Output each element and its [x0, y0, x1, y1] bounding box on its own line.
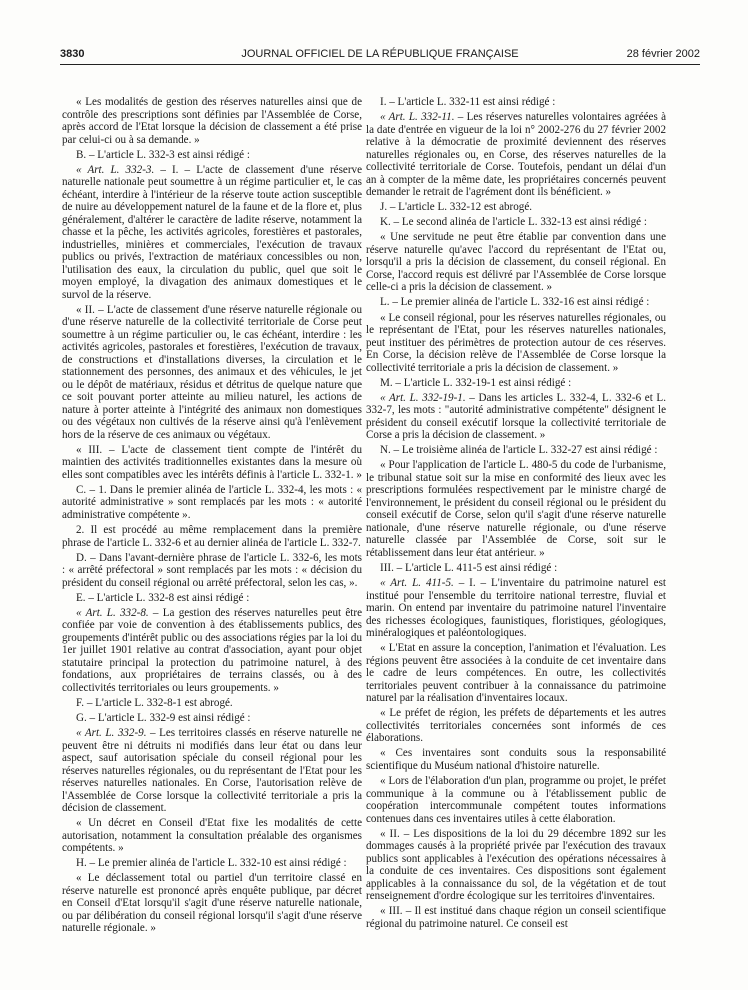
- paragraph: [62, 712, 362, 725]
- paragraph-text: 2. Il est procédé au même remplacement dans la première phrase de l'article L. 332-6 et au dernier alinéa de l'article L. 332-7.: [62, 524, 362, 549]
- paragraph: [366, 642, 666, 705]
- right-column: [366, 96, 666, 933]
- paragraph-text: « Les modalités de gestion des réserves naturelles ainsi que de contrôle des prescriptions sont définies par l'Assemblée de Corse, après accord de l'Etat lorsque la décision de classement a été prise par celui-ci ou à sa demande. »: [62, 96, 362, 146]
- paragraph: [62, 872, 362, 935]
- paragraph-text: K. – Le second alinéa de l'article L. 332-13 est ainsi rédigé :: [380, 216, 647, 229]
- paragraph: [366, 201, 666, 214]
- paragraph: [366, 905, 666, 930]
- paragraph-text: « III. – Il est institué dans chaque région un conseil scientifique régional du patrimoine naturel. Ce conseil est: [366, 905, 666, 930]
- paragraph-text: C. – 1. Dans le premier alinéa de l'article L. 332-4, les mots : « autorité administrative » sont remplacés par les mots : « autorité administrative compétente ».: [62, 483, 362, 521]
- paragraph: [62, 484, 362, 522]
- article-reference: « Art. L. 332-9.: [76, 727, 147, 740]
- paragraph-text: J. – L'article L. 332-12 est abrogé.: [380, 201, 533, 214]
- paragraph-text: I. – L'article L. 332-11 est ainsi rédigé :: [380, 96, 556, 108]
- article-reference: « Art. L. 332-11.: [380, 111, 455, 124]
- paragraph-text: « L'Etat en assure la conception, l'animation et l'évaluation. Les régions peuvent être associées à la conduite de cet inventaire dans le cadre de leurs compétences. En outre, les collectivités territoriales peuvent contribuer à la connaissance du patrimoine naturel par la réalisation d'inventaires locaux.: [366, 642, 666, 705]
- paragraph-text: « Un décret en Conseil d'Etat fixe les modalités de cette autorisation, notamment la consultation préalable des organismes compétents. »: [62, 817, 362, 855]
- paragraph-text: – I. – L'acte de classement d'une réserve naturelle nationale peut soumettre à un régime particulier et, le cas échéant, interdire à l'intérieur de la réserve toute action susceptible de nuire au développement naturel de la faune et de la flore et, plus généralement, d'altérer le caractère de ladite réserve, notamment la chasse et la pêche, les activités agricoles, forestières et pastorales, industrielles, minières et commerciales, l'exécution de travaux publics ou privés, l'extraction de matériaux concessibles ou non, l'utilisation des eaux, la circulation du public, quel que soit le moyen employé, la divagation des animaux domestiques et le survol de la réserve.: [62, 163, 362, 301]
- paragraph-text: – Les territoires classés en réserve naturelle ne peuvent être ni détruits ni modifiés dans leur état ou dans leur aspect, sauf autorisation spéciale du conseil régional pour les réserves naturelles régionales, ou du représentant de l'Etat pour les réserves naturelles nationales. En Corse, l'autorisation relève de l'Assemblée de Corse lorsque la collectivité territoriale a pris la décision de classement.: [62, 727, 362, 815]
- paragraph-text: M. – L'article L. 332-19-1 est ainsi rédigé :: [380, 376, 572, 389]
- paragraph-text: E. – L'article L. 332-8 est ainsi rédigé :: [76, 591, 250, 604]
- paragraph: [366, 111, 666, 199]
- page-number: 3830: [60, 48, 85, 60]
- paragraph-text: H. – Le premier alinéa de l'article L. 332-10 est ainsi rédigé :: [76, 857, 347, 870]
- journal-title: JOURNAL OFFICIEL DE LA RÉPUBLIQUE FRANÇAISE: [241, 48, 519, 60]
- paragraph-text: G. – L'article L. 332-9 est ainsi rédigé :: [76, 712, 251, 725]
- article-reference: « Art. L. 332-19-1.: [380, 391, 466, 404]
- paragraph: [366, 459, 666, 559]
- paragraph: [62, 304, 362, 442]
- header-rule: [60, 64, 700, 65]
- paragraph: [62, 96, 362, 146]
- paragraph: [366, 216, 666, 229]
- paragraph-text: F. – L'article L. 332-8-1 est abrogé.: [76, 696, 233, 709]
- paragraph: [366, 296, 666, 309]
- paragraph-text: B. – L'article L. 332-3 est ainsi rédigé :: [76, 148, 250, 161]
- publication-date: 28 février 2002: [626, 48, 700, 60]
- paragraph-text: – Les réserves naturelles volontaires agréées à la date d'entrée en vigueur de la loi n° 2002-276 du 27 février 2002 relative à la démocratie de proximité deviennent des réserves naturelles régionales ou, en Corse, des réserves naturelles de la collectivité territoriale de Corse. Toutefois, pendant un délai d'un an à compter de la même date, les propriétaires concernés peuvent demander le retrait de l'agrément dont ils bénéficient. »: [366, 111, 666, 199]
- left-column: [62, 96, 362, 938]
- paragraph: [62, 697, 362, 710]
- paragraph-text: – I. – L'inventaire du patrimoine naturel est institué pour l'ensemble du territoire national terrestre, fluvial et marin. On entend par inventaire du patrimoine naturel l'inventaire des richesses écologiques, faunistiques, floristiques, géologiques, minéralogiques et paléontologiques.: [366, 577, 666, 640]
- paragraph-text: – La gestion des réserves naturelles peut être confiée par voie de convention à des établissements publics, des groupements d'intérêt public ou des associations régies par la loi du 1er juillet 1901 relative au contrat d'association, ayant pour objet statutaire principal la protection du patrimoine naturel, à des fondations, aux propriétaires de terrains classés, ou à des collectivités territoriales ou leurs groupements. »: [62, 606, 362, 694]
- paragraph-text: « Lors de l'élaboration d'un plan, programme ou projet, le préfet communique à la commune ou à l'établissement public de coopération intercommunale compétent toutes informations contenues dans ces inventaires utiles à cette élaboration.: [366, 775, 666, 825]
- paragraph: [366, 96, 666, 109]
- paragraph: [62, 552, 362, 590]
- paragraph: [366, 231, 666, 294]
- paragraph: [62, 592, 362, 605]
- paragraph: [62, 817, 362, 855]
- article-reference: « Art. L. 332-8.: [76, 606, 149, 619]
- paragraph-text: « Ces inventaires sont conduits sous la responsabilité scientifique du Muséum national d'histoire naturelle.: [366, 747, 666, 772]
- paragraph: [366, 775, 666, 825]
- paragraph-text: L. – Le premier alinéa de l'article L. 332-16 est ainsi rédigé :: [380, 296, 650, 309]
- paragraph: [62, 149, 362, 162]
- paragraph-text: « Le préfet de région, les préfets de départements et les autres collectivités territoriales concernées sont informés de ces élaborations.: [366, 707, 666, 745]
- page-header: [60, 44, 700, 64]
- paragraph-text: « III. – L'acte de classement tient compte de l'intérêt du maintien des activités traditionnelles existantes dans la mesure où elles sont compatibles avec les intérêts définis à l'article L. 332-1. »: [62, 443, 362, 481]
- paragraph: [366, 828, 666, 903]
- paragraph-text: « Une servitude ne peut être établie par convention dans une réserve naturelle qu'avec l'accord du représentant de l'Etat ou, lorsqu'il a pris la décision de classement, du conseil régional. En Corse, l'accord requis est délivré par l'Assemblée de Corse lorsque celle-ci a pris la décision de classement. »: [366, 231, 666, 294]
- paragraph-text: N. – Le troisième alinéa de l'article L. 332-27 est ainsi rédigé :: [380, 444, 658, 457]
- paragraph-text: III. – L'article L. 411-5 est ainsi rédigé :: [380, 562, 558, 575]
- paragraph: [62, 727, 362, 815]
- paragraph: [366, 562, 666, 575]
- paragraph-text: « Le conseil régional, pour les réserves naturelles régionales, ou le représentant de l'Etat, pour les réserves naturelles nationales, peut instituer des périmètres de protection autour de ces réserves. En Corse, la décision relève de l'Assemblée de Corse lorsque la collectivité territoriale a pris la décision de classement. »: [366, 311, 666, 374]
- paragraph: [366, 377, 666, 390]
- paragraph: [366, 444, 666, 457]
- paragraph: [62, 444, 362, 482]
- paragraph-text: « Pour l'application de l'article L. 480-5 du code de l'urbanisme, le tribunal statue soit sur la mise en conformité des lieux avec les prescriptions formulées respectivement par le ministre chargé de l'environnement, le président du conseil régional ou le président du conseil exécutif de Corse, selon qu'il s'agit d'une réserve naturelle nationale, d'une réserve naturelle régionale, ou d'une réserve naturelle classée par l'Assemblée de Corse, soit sur le rétablissement dans leur état antérieur. »: [366, 459, 666, 559]
- paragraph: [62, 164, 362, 302]
- paragraph-text: « II. – Les dispositions de la loi du 29 décembre 1892 sur les dommages causés à la propriété privée par l'exécution des travaux publics sont applicables à l'exécution des opérations nécessaires à la conduite de ces inventaires. Ces dispositions sont également applicables à la connaissance du sol, de la végétation et de tout renseignement d'ordre écologique sur les territoires d'inventaires.: [366, 827, 666, 903]
- paragraph: [366, 312, 666, 375]
- paragraph: [366, 577, 666, 640]
- article-reference: « Art. L. 411-5.: [380, 577, 454, 590]
- paragraph-text: – Dans les articles L. 332-4, L. 332-6 et L. 332-7, les mots : "autorité administrative compétente" désignent le président du conseil exécutif lorsque la collectivité territoriale de Corse a pris la décision de classement. »: [366, 391, 666, 442]
- paragraph-text: « II. – L'acte de classement d'une réserve naturelle régionale ou d'une réserve naturelle de la collectivité territoriale de Corse peut soumettre à un régime particulier ou, le cas échéant, interdire : les activités agricoles, pastorales et forestières, l'exécution de travaux, de constructions et d'installations diverses, la circulation et le stationnement des personnes, des animaux et des véhicules, le jet ou le dépôt de matériaux, résidus et détritus de quelque nature que ce soit pouvant porter atteinte au milieu naturel, les actions de nature à porter atteinte à l'intégrité des animaux non domestiques ou des végétaux non cultivés de la réserve ainsi qu'à l'enlèvement hors de la réserve de ces animaux ou végétaux.: [62, 303, 362, 441]
- article-reference: « Art. L. 332-3.: [76, 163, 155, 176]
- paragraph-text: « Le déclassement total ou partiel d'un territoire classé en réserve naturelle est prononcé après enquête publique, par décret en Conseil d'Etat lorsqu'il s'agit d'une réserve naturelle nationale, ou par délibération du conseil régional lorsqu'il s'agit d'une réserve naturelle régionale. »: [62, 872, 362, 935]
- paragraph: [62, 524, 362, 549]
- paragraph: [366, 392, 666, 442]
- paragraph-text: D. – Dans l'avant-dernière phrase de l'article L. 332-6, les mots : « arrêté préfectoral » sont remplacés par les mots : « décision du président du conseil régional ou arrêté préfectoral, selon les cas, ».: [62, 551, 362, 589]
- paragraph: [366, 747, 666, 772]
- paragraph: [62, 857, 362, 870]
- paragraph: [366, 707, 666, 745]
- paragraph: [62, 607, 362, 695]
